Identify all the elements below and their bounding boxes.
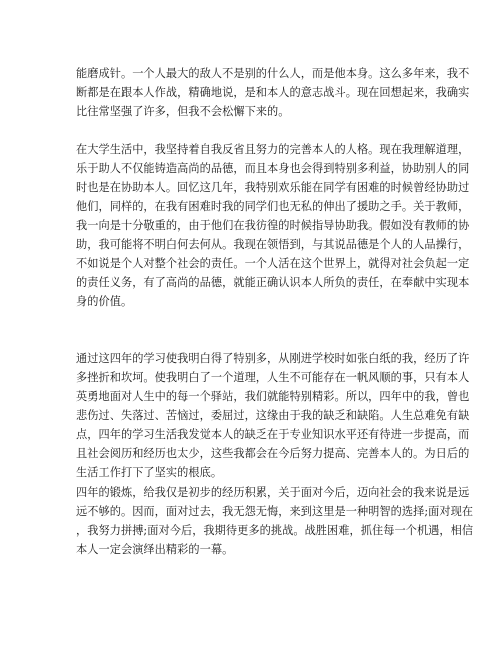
text-line: 英勇地面对人生中的每一个驿站，我们就能特别精彩。所以，四年中的我，曾也 [76, 390, 470, 403]
text-line: 的责任义务，有了高尚的品德，就能正确认识本人所负的责任，在奉献中实现本 [76, 276, 470, 289]
paragraph [76, 64, 470, 121]
text-line: 我一向是十分敬重的，由于他们在我彷徨的时候指导协助我。假如没有教师的协 [76, 219, 470, 232]
paragraph [76, 349, 470, 482]
paragraph [76, 140, 470, 311]
text-line: 悲伤过、失落过、苦恼过，委屈过，这缘由于我的缺乏和缺陷。人生总难免有缺 [76, 409, 470, 422]
text-line: 通过这四年的学习使我明白得了特别多，从刚进学校时如张白纸的我，经历了许 [76, 352, 470, 365]
paragraph [76, 483, 474, 559]
text-line: 不如说是个人对整个社会的责任。一个人活在这个世界上，就得对社会负起一定 [76, 257, 470, 270]
text-line: 比往常坚强了许多，但我不会松懈下来的。 [76, 105, 290, 118]
text-line: 助，我可能将不明白何去何从。我现在领悟到，与其说品德是个人的人品操行， [76, 238, 470, 251]
text-line: 他们，同样的，在我有困难时我的同学们也无私的伸出了援助之手。关于教师， [76, 200, 470, 213]
text-line: 点，四年的学习生活我发觉本人的缺乏在于专业知识水平还有待进一步提高，而 [76, 428, 470, 441]
text-line: ，我努力拼搏;面对今后，我期待更多的挑战。战胜困难，抓住每一个机遇，相信 [76, 524, 474, 537]
text-line: 多挫折和坎坷。使我明白了一个道理，人生不可能存在一帆风顺的事，只有本人 [76, 371, 470, 384]
text-line: 在大学生活中，我坚持着自我反省且努力的完善本人的人格。现在我理解道理， [76, 143, 470, 156]
text-line: 且社会阅历和经历也太少，这些我都会在今后努力提高、完善本人的。为日后的 [76, 447, 470, 460]
text-line: 本人一定会演绎出精彩的一幕。 [76, 543, 234, 556]
text-line: 身的价值。 [76, 295, 133, 308]
text-line: 时也是在协助本人。回忆这几年，我特别欢乐能在同学有困难的时候曾经协助过 [76, 181, 470, 194]
text-line: 四年的锻炼，给我仅是初步的经历积累，关于面对今后，迈向社会的我来说是远 [76, 486, 470, 499]
text-line: 能磨成针。一个人最大的敌人不是别的什么人，而是他本身。这么多年来，我不 [76, 67, 470, 80]
text-line: 断都是在跟本人作战，精确地说，是和本人的意志战斗。现在回想起来，我确实 [76, 86, 470, 99]
text-line: 远不够的。因而，面对过去，我无怨无悔，来到这里是一种明智的选择;面对现在 [76, 505, 474, 518]
text-line: 生活工作打下了坚实的根底。 [76, 466, 223, 479]
text-line: 乐于助人不仅能铸造高尚的品德，而且本身也会得到特别多利益，协助别人的同 [76, 162, 470, 175]
